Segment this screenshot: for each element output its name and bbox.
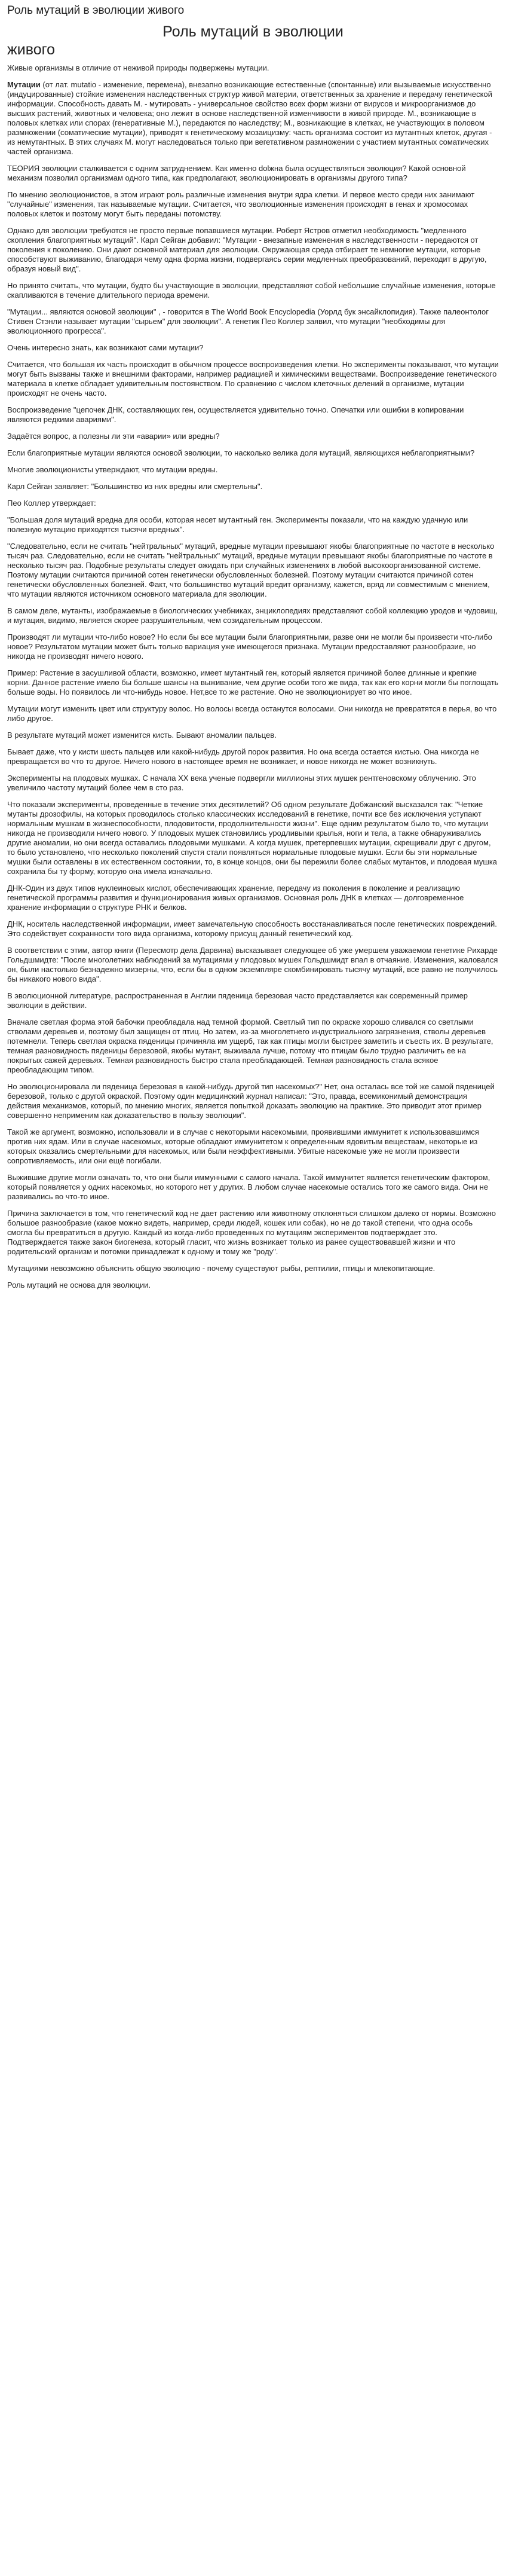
paragraph-text: Живые организмы в отличие от неживой природы подвержены мутации. xyxy=(7,63,269,72)
paragraph xyxy=(7,307,499,336)
paragraph-text: Пример: Растение в засушливой области, возможно, имеет мутантный ген, который является причиной более длинные и крепкие корни. Данное растение имело бы больше шансы на выживание, чем другие особи того же вида, так как его корни могли бы поглощать больше воды. Но появилось ли что-нибудь новое. Нет,все то же растение. Оно не эволюционирует во что иное. xyxy=(7,668,499,696)
paragraph-text: Вначале светлая форма этой бабочки преобладала над темной формой. Светлый тип по окраске хорошо сливался со светлыми стволами деревьев и, поэтому был защищен от птиц. Но затем, из-за многолетнего индустриального загрязнения, стволы деревьев потемнели. Теперь светлая окраска пяденицы причиняла им ущерб, так как птицы могли быстрее заметить и съесть их. В результате, темная разновидность пяденицы березовой, якобы мутант, выживала лучше, потому что птицам было трудно различить ее на покрытых сажей деревьях. Темная разновидность быстро стала преобладающей. Темная разновидность стала всякое преобладающим типом. xyxy=(7,1017,493,1074)
paragraph-text: "Большая доля мутаций вредна для особи, которая несет мутантный ген. Эксперименты показали, что на каждую удачную или полезную мутацию приходятся тысячи вредных". xyxy=(7,515,468,534)
paragraph xyxy=(7,919,499,939)
paragraph xyxy=(7,482,499,491)
paragraph xyxy=(7,1082,499,1120)
paragraph xyxy=(7,606,499,625)
paragraph xyxy=(7,360,499,398)
paragraph-text: Причина заключается в том, что генетический код не дает растению или животному отклоняться слишком далеко от нормы. Возможно большое разнообразие (какое можно видеть, например, среди людей, кошек или собак), но не до такой степени, что одна особь смогла бы превратиться в другую. Каждый из когда-либо проведенных по мутациям экспериментов подтверждает это. Подтверждается также закон биогенеза, который гласит, что жизнь возникает только из ранее существовавшей жизни и что родительский организм и потомки принадлежат к одному и тому же "роду". xyxy=(7,1209,496,1256)
page-header-title: Роль мутаций в эволюции живого xyxy=(7,4,185,17)
paragraph xyxy=(7,800,499,876)
paragraph-text: Производят ли мутации что-либо новое? Но если бы все мутации были благоприятными, разве они не могли бы произвести что-либо новое? Результатом мутации может быть только вариация уже имеющегося признака. Мутации предоставляют разнообразие, но никогда не производят ничего нового. xyxy=(7,632,492,661)
paragraph xyxy=(7,465,499,475)
paragraph-text: Очень интересно знать, как возникают сами мутации? xyxy=(7,343,204,352)
paragraph-text: Бывает даже, что у кисти шесть пальцев или какой-нибудь другой порок развития. Но она всегда остается кистью. Она никогда не превращается во что то другое. Ничего нового в настоящее время не возникает, и новое никогда не может возникнуть. xyxy=(7,747,479,766)
paragraph xyxy=(7,1264,499,1273)
paragraph-text: Роль мутаций не основа для эволюции. xyxy=(7,1281,151,1289)
paragraph xyxy=(7,164,499,183)
paragraph xyxy=(7,884,499,912)
paragraph-text: Мутации могут изменить цвет или структуру волос. Но волосы всегда останутся волосами. Они никогда не превратятся в перья, во что либо другое. xyxy=(7,704,497,723)
paragraph xyxy=(7,432,499,441)
paragraph xyxy=(7,1209,499,1257)
paragraph xyxy=(7,542,499,599)
paragraph-text: Такой же аргумент, возможно, использовали и в случае с некоторыми насекомыми, проявившими иммунитет к использовавшимся против них ядам. Или в случае насекомых, которые обладают иммунитетом к определенным ядовитым веществам, некоторые из которых оказались смертельными для насекомых, или были неэффективными. Убитые насекомые уже не могли произвести сопротивляемость, или они ещё погибали. xyxy=(7,1127,479,1165)
paragraph xyxy=(7,1127,499,1166)
paragraph xyxy=(7,515,499,534)
paragraph-text: ДНК-Один из двух типов нуклеиновых кислот, обеспечивающих хранение, передачу из поколения в поколение и реализацию генетической программы развития и функционирования живых организмов. Основная роль ДНК в клетках — долговременное хранение информации о структуре РНК и белков. xyxy=(7,884,464,912)
paragraph-text: Мутациями невозможно объяснить общую эволюцию - почему существуют рыбы, рептилии, птицы и млекопитающие. xyxy=(7,1264,436,1273)
paragraph xyxy=(7,190,499,219)
page-title xyxy=(7,23,499,59)
paragraph xyxy=(7,80,499,157)
paragraph-text: Эксперименты на плодовых мушках. С начала XX века ученые подвергли миллионы этих мушек рентгеновскому облучению. Это увеличило частоту мутаций более чем в сто раз. xyxy=(7,774,476,792)
paragraph xyxy=(7,499,499,508)
paragraph-text: Карл Сейган заявляет: "Большинство из них вредны или смертельны". xyxy=(7,482,263,491)
paragraph xyxy=(7,1017,499,1075)
paragraph-text: В эволюционной литературе, распространенная в Англии пяденица березовая часто представляется как современный пример эволюции в действии. xyxy=(7,991,468,1010)
paragraph-bold-term: Мутации xyxy=(7,80,41,89)
paragraph-text: Однако для эволюции требуются не просто первые попавшиеся мутации. Роберт Ястров отметил необходимость "медленного скопления благоприятных мутаций". Карл Сейган добавил: "Мутации - внезапные изменения в наследственности - передаются от поколения к поколению. Они дают основной материал для эволюции. Окружающая среда отбирает те немногие мутации, которые способствуют выживанию, благодаря чему одна форма жизни, подвергаясь серии медленных преобразований, переходит в другую, образуя новый вид". xyxy=(7,226,487,273)
paragraph-text: В результате мутаций может изменится кисть. Бывают аномалии пальцев. xyxy=(7,731,277,740)
page-title-line-1: Роль мутаций в эволюции xyxy=(162,23,344,40)
paragraph xyxy=(7,281,499,300)
paragraph-text: Воспроизведение "цепочек ДНК, составляющих ген, осуществляется удивительно точно. Опечатки или ошибки в копировании являются редкими авариями". xyxy=(7,405,464,424)
paragraph-text: Выжившие другие могли означать то, что они были иммунными с самого начала. Такой иммунитет является генетическим фактором, который появляется у одних насекомых, но которого нет у других. В любом случае насекомые остались того же самого вида. Они не развивались во что-то иное. xyxy=(7,1173,490,1201)
paragraph-text: (от лат. mutatio - изменение, перемена), внезапно возникающие естественные (спонтанные) или вызываемые искусственно (индуцированные) стойкие изменения наследственных структур живой материи, ответственных за хранение и передачу генетической информации. Способность давать М. - мутировать - универсальное свойство всех форм жизни от вирусов и микроорганизмов до высших растений, животных и человека; оно лежит в основе наследственной изменчивости в живой природе. М., возникающие в половых клетках или спорах (генеративные М.), передаются по наследству; М., возникающие в клетках, не участвующих в половом размножении (соматические мутации), приводят к генетическому мозаицизму: часть организма состоит из мутантных клеток, другая - из немутантных. В этих случаях М. могут наследоваться только при вегетативном размножении с участием мутантных соматических частей организма. xyxy=(7,80,492,156)
paragraph-text: Считается, что большая их часть происходит в обычном процессе воспроизведения клетки. Но эксперименты показывают, что мутации могут быть вызваны также и внешними факторами, например радиацией и химическими веществами. Воспроизведение генетического материала в клетке обладает удивительным постоянством. По сравнению с числом клеточных делений в организме, мутации происходят не очень часто. xyxy=(7,360,499,398)
paragraph-text: По мнению эволюционистов, в этом играют роль различные изменения внутри ядра клетки. И первое место среди них занимают "случайные" изменения, так называемые мутации. Считается, что эволюционные изменения происходят в генах и хромосомах половых клеток и поэтому могут быть переданы потомству. xyxy=(7,190,475,218)
paragraph xyxy=(7,946,499,984)
paragraph-text: ТЕОРИЯ эволюции сталкивается с одним затруднением. Как именно dolжна была осуществляться эволюция? Какой основной механизм позволил организмам одного типа, как предполагают, эволюционировать в организмы другого типа? xyxy=(7,164,466,182)
page-title-line-2: живого xyxy=(7,41,56,58)
paragraph xyxy=(7,991,499,1010)
paragraph xyxy=(7,343,499,353)
paragraph-text: Если благоприятные мутации являются основой эволюции, то насколько велика доля мутаций, являющихся неблагоприятными? xyxy=(7,448,475,457)
paragraph-text: В соответствии с этим, автор книги (Пересмотр дела Дарвина) высказывает следующее об уже умершем уважаемом генетике Рихарде Гольдшмидте: "После многолетних наблюдений за мутациями у плодовых мушек Гольдшмидт впал в отчаяние. Изменения, жаловался он, были настолько безнадежно мизерны, что, если бы в одном экземпляре скомбинировать тысячу мутаций, все равно не получилось бы никакого нового вида". xyxy=(7,946,498,983)
paragraph-text: Пео Коллер утверждает: xyxy=(7,499,96,508)
article-body xyxy=(7,63,499,1290)
paragraph xyxy=(7,747,499,766)
paragraph xyxy=(7,448,499,458)
paragraph xyxy=(7,226,499,274)
paragraph xyxy=(7,774,499,793)
paragraph-text: "Мутации... являются основой эволюции" , - говорится в The World Book Encyclopedia (Уорлд бук энсайклопидия). Также палеонтолог Стивен Стэнли называет мутации "сырьем" для эволюции". А генетик Пео Коллер заявил, что мутации "необходимы для эволюционного прогресса". xyxy=(7,307,489,335)
paragraph-text: Многие эволюционисты утверждают, что мутации вредны. xyxy=(7,465,218,474)
paragraph xyxy=(7,63,499,73)
paragraph-text: ДНК, носитель наследственной информации, имеет замечательную способность восстанавливаться после генетических повреждений. Это содействует сохранности того вида организма, которому присущ данный генетический код. xyxy=(7,919,497,938)
paragraph-text: Но принято считать, что мутации, будто бы участвующие в эволюции, представляют собой небольшие случайные изменения, которые скапливаются в течение длительного периода времени. xyxy=(7,281,496,300)
paragraph-text: Но эволюционировала ли пяденица березовая в какой-нибудь другой тип насекомых?" Нет, она осталась все той же самой пяденицей березовой, только с другой окраской. Поэтому один медицинский журнал написал: "Это, правда, всемиконимый демонстрация действия механизмов, который, по мнению многих, является попыткой доказать эволюцию на практике. Это приводит этот пример совершенно неприменим как доказательство в пользу эволюции". xyxy=(7,1082,495,1120)
paragraph-text: "Следовательно, если не считать "нейтральных" мутаций, вредные мутации превышают якобы благоприятные по частоте в несколько тысяч раз. Следовательно, если не считать "нейтральных" мутаций, вредные мутации превышают якобы благоприятные по частоте в несколько тысяч раз. Подобные результаты следует ожидать при случайных изменениях в любой высокоорганизованной системе. Поэтому мутации считаются причиной сотен генетически обусловленных болезней. Поэтому мутации считаются причиной сотен генетически обусловленных болезней. Факт, что большинство мутаций вредит организму, кажется, вряд ли совместимым с мнением, что мутации являются источником основного материала для эволюции. xyxy=(7,542,495,598)
paragraph-text: Что показали эксперименты, проведенные в течение этих десятилетий? Об одном результате Добжанский высказался так: "Четкие мутанты дрозофилы, на которых проводилось столько классических исследований в генетике, почти все без исключения уступают нормальным мушкам в жизнеспособности, плодовитости, продолжительности жизни". Еще одним результатом было то, что мутации никогда не производили ничего нового. У плодовых мушек становились уродливыми крылья, ноги и тела, а также обнаруживались другие аномалии, но они всегда оставались плодовыми мушками. А когда мушек, претерпевших мутации, скрещивали друг с другом, то было установлено, что несколько поколений спустя стали появляться нормальные плодовые мушки. Если бы эти нормальные мушки были оставлены в их естественном состоянии, то, в конце концов, они бы пережили более слабых мутантов, и плодовая мушка сохранила бы ту форму, которую она имела изначально. xyxy=(7,800,498,876)
paragraph xyxy=(7,1173,499,1202)
paragraph-text: В самом деле, мутанты, изображаемые в биологических учебниках, энциклопедиях представляют собой коллекцию уродов и чудовищ, и мутация, видимо, является скорее разрушительным, чем созидательным процессом. xyxy=(7,606,498,625)
paragraph-text: Задаётся вопрос, а полезны ли эти «аварии» или вредны? xyxy=(7,432,220,441)
paragraph xyxy=(7,1281,499,1290)
paragraph xyxy=(7,405,499,424)
paragraph xyxy=(7,668,499,697)
paragraph xyxy=(7,704,499,723)
paragraph xyxy=(7,731,499,740)
paragraph xyxy=(7,632,499,661)
